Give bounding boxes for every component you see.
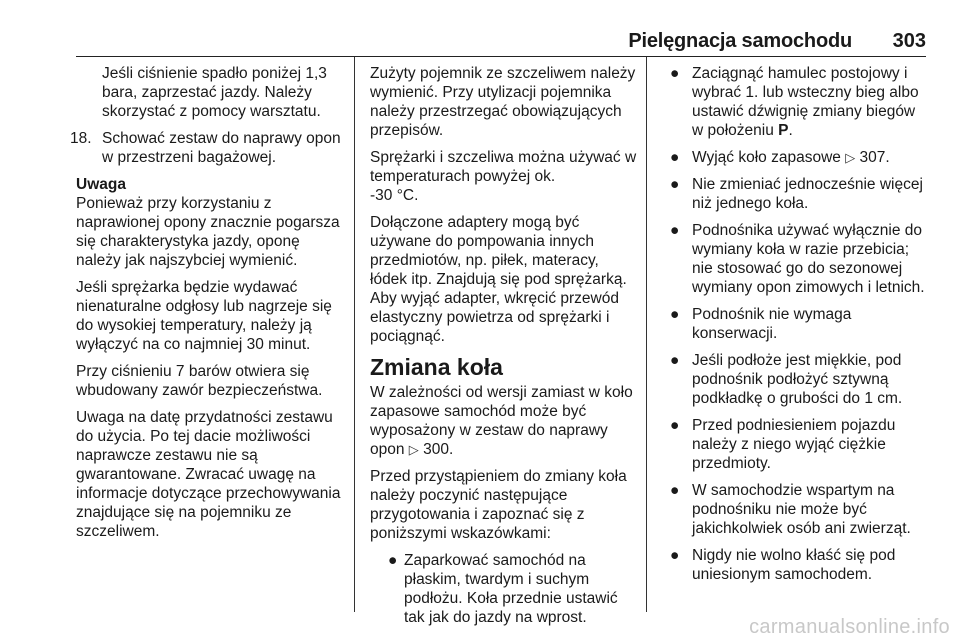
note-paragraph-4: Uwaga na datę przydatności zestawu do użycia. Po tej dacie możliwości naprawcze zestawu nie są gwarantowane. Zwracać uwagę na informacje dotyczące przechowywania znajdujące się na pojemniku ze szczeliwem. [76,409,341,540]
bullet-item [658,221,930,297]
bullet-text: Podnośnika używać wyłącznie do wymiany koła w razie przebicia; nie stosować go do sezonowej wymiany opon zimowych i letnich. [692,222,925,296]
bullet-icon: ● [670,547,680,564]
watermark: carmanualsonline.info [749,616,950,638]
bullet-text: Przed podniesieniem pojazdu należy z niego wyjąć ciężkie przedmioty. [692,417,896,472]
bullet-item [658,305,930,343]
section-title: Pielęgnacja samochodu [628,30,852,52]
bullet-text: Zaparkować samochód na płaskim, twardym i suchym podłożu. Koła przednie ustawić tak jak do jazdy na wprost. [404,552,618,626]
column-right [658,64,930,592]
column-divider-2 [646,57,647,612]
bullet-text: W samochodzie wspartym na podnośniku nie może być jakichkolwiek osób ani zwierząt. [692,482,911,537]
bullet-item [658,416,930,473]
step-text: Schować zestaw do naprawy opon w przestrzeni bagażowej. [102,130,341,166]
bullet-item [658,546,930,584]
temperature-value: -30 °C. [370,187,419,204]
note-paragraph-3: Przy ciśnieniu 7 barów otwiera się wbudowany zawór bezpieczeństwa. [76,363,323,399]
bullet-icon: ● [670,482,680,499]
paragraph-temperature [370,148,638,205]
page-reference[interactable]: 300. [423,441,454,458]
paragraph-adapters: Dołączone adaptery mogą być używane do pompowania innych przedmiotów, np. piłek, materacy, łódek itp. Znajdują się pod sprężarką. Aby wyjąć adapter, wkręcić przewód elastyczny powietrza od sprężarki i pociągnąć. [370,214,627,345]
bullet-icon: ● [670,352,680,369]
note-box [76,175,348,541]
paragraph-version [370,383,638,459]
bullet-item [658,148,930,167]
temperature-text: Sprężarki i szczeliwa można używać w temperaturach powyżej ok. [370,149,637,185]
bullet-text: Jeśli podłoże jest miękkie, pod podnośnik podłożyć sztywną podkładkę o grubości do 1 cm. [692,352,903,407]
bullet-item [376,551,638,627]
bullet-icon: ● [670,65,680,82]
bullet-item: ● Zaciągnąć hamulec postojowy i wybrać 1. lub wsteczny bieg albo ustawić dźwignię zmiany biegów w położeniu P. [670,65,919,139]
bullet-icon: ● [670,417,680,434]
header-divider [76,56,926,57]
page-reference[interactable]: 307. [859,149,890,166]
arrow-reference-icon[interactable]: ▷ [408,442,419,457]
step-18 [70,129,348,167]
note-paragraph-1: Ponieważ przy korzystaniu z naprawionej opony znacznie pogarsza się charakterystyka jazdy, oponę należy jak najszybciej wymienić. [76,195,340,269]
note-paragraph-2: Jeśli sprężarka będzie wydawać nienaturalne odgłosy lub nagrzeje się do wysokiej temperatury, należy ją wyłączyć na co najmniej 30 minut. [76,279,332,353]
bullet-icon: ● [670,222,680,239]
bullet-text: Zaciągnąć hamulec postojowy i wybrać 1. lub wsteczny bieg albo ustawić dźwignię zmiany biegów w położeniu [692,65,919,139]
bullet-icon: ● [670,149,680,166]
paragraph-container: Zużyty pojemnik ze szczeliwem należy wymienić. Przy utylizacji pojemnika należy przestrzegać obowiązujących przepisów. [370,65,636,139]
bullet-icon: ● [388,552,398,569]
version-text: W zależności od wersji zamiast w koło zapasowe samochód może być wyposażony w zestaw do naprawy opon [370,384,633,458]
bullet-item [658,351,930,408]
step-number: 18. [70,130,92,147]
bullet-item [658,481,930,538]
column-divider-1 [354,57,355,612]
section-heading: Zmiana koła [370,354,503,380]
paragraph-pressure: Jeśli ciśnienie spadło poniżej 1,3 bara, zaprzestać jazdy. Należy skorzystać z pomocy warsztatu. [102,65,327,120]
bullet-item [658,175,930,213]
note-title: Uwaga [76,176,126,193]
bullet-icon: ● [670,176,680,193]
bullet-text: Nigdy nie wolno kłaść się pod uniesionym samochodem. [692,547,896,583]
bullet-text: Wyjąć koło zapasowe [692,149,841,166]
bullet-icon: ● [670,306,680,323]
bullet-text: Podnośnik nie wymaga konserwacji. [692,306,852,342]
arrow-reference-icon[interactable]: ▷ [845,150,856,165]
gear-position: P [778,122,789,139]
page-header [0,0,960,56]
page-number: 303 [892,30,926,52]
column-middle [370,64,638,635]
paragraph-preparation: Przed przystąpieniem do zmiany koła należy poczynić następujące przygotowania i zapoznać się z poniższymi wskazówkami: [370,468,627,542]
bullet-text: Nie zmieniać jednocześnie więcej niż jednego koła. [692,176,923,212]
column-left [70,64,348,549]
